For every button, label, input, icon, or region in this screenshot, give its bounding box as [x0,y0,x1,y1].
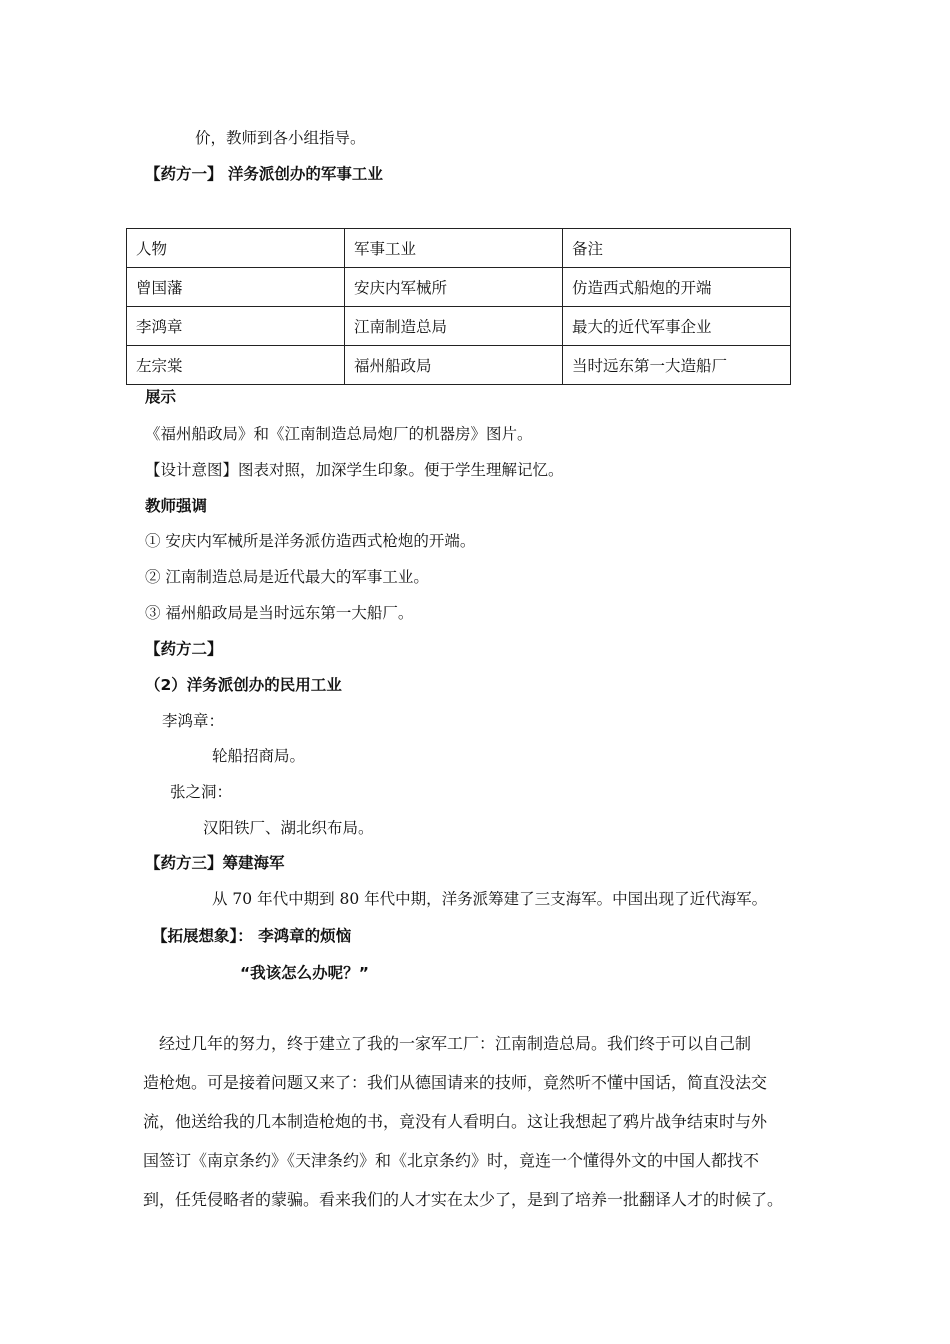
zhang-zhidong-label: 张之洞： [170,783,233,801]
li-hongzhang-item: 轮船招商局。 [212,747,306,765]
cell-note: 仿造西式船炮的开端 [563,268,791,307]
table-row [127,307,791,346]
paragraph-line: 造枪炮。可是接着问题又来了：我们从德国请来的技师，竟然听不懂中国话，简直没法交 [143,1073,768,1092]
intro-tail-text: 价，教师到各小组指导。 [195,129,366,147]
cell-industry: 福州船政局 [345,346,563,385]
table-header-row [127,229,791,268]
table-row [127,346,791,385]
cell-person: 左宗棠 [127,346,345,385]
zhang-zhidong-item: 汉阳铁厂、湖北织布局。 [203,819,374,837]
quote-title: “我该怎么办呢？” [240,964,369,982]
emphasis-point-3: ③ 福州船政局是当时远东第一大船厂。 [145,604,414,622]
paragraph-line: 经过几年的努力，终于建立了我的一家军工厂：江南制造总局。我们终于可以自己制 [143,1034,752,1053]
cell-industry: 江南制造总局 [345,307,563,346]
extension-heading: 【拓展想象】： 李鸿章的烦恼 [152,927,352,945]
paragraph-line: 国签订《南京条约》《天津条约》和《北京条约》时，竟连一个懂得外文的中国人都找不 [143,1151,760,1170]
military-industry-table [126,228,791,385]
design-intent-text: 【设计意图】图表对照，加深学生印象。便于学生理解记忆。 [145,461,564,479]
cell-person: 曾国藩 [127,268,345,307]
paragraph-line: 流，他送给我的几本制造枪炮的书，竟没有人看明白。这让我想起了鸦片战争结束时与外 [143,1112,768,1131]
table-row [127,268,791,307]
header-industry: 军事工业 [345,229,563,268]
cell-note: 当时远东第一大造船厂 [563,346,791,385]
cell-person: 李鸿章 [127,307,345,346]
show-text: 《福州船政局》和《江南制造总局炮厂的机器房》图片。 [145,425,533,443]
header-note: 备注 [563,229,791,268]
navy-text: 从 70 年代中期到 80 年代中期，洋务派筹建了三支海军。中国出现了近代海军。 [212,890,768,908]
teacher-emphasis-label: 教师强调 [145,497,208,515]
li-hongzhang-label: 李鸿章： [162,712,225,730]
emphasis-point-2: ② 江南制造总局是近代最大的军事工业。 [145,568,429,586]
emphasis-point-1: ① 安庆内军械所是洋务派仿造西式枪炮的开端。 [145,532,476,550]
show-label: 展示 [145,388,177,406]
header-person: 人物 [127,229,345,268]
paragraph-line: 到，任凭侵略者的蒙骗。看来我们的人才实在太少了，是到了培养一批翻译人才的时候了。 [143,1190,784,1209]
heading-remedy-one: 【药方一】 洋务派创办的军事工业 [145,165,383,183]
heading-remedy-two: 【药方二】 [145,640,223,658]
sub-heading-civil-industry: （2）洋务派创办的民用工业 [145,676,342,694]
li-hongzhang-monologue [143,1024,811,1219]
cell-industry: 安庆内军械所 [345,268,563,307]
cell-note: 最大的近代军事企业 [563,307,791,346]
heading-remedy-three: 【药方三】筹建海军 [145,854,285,872]
